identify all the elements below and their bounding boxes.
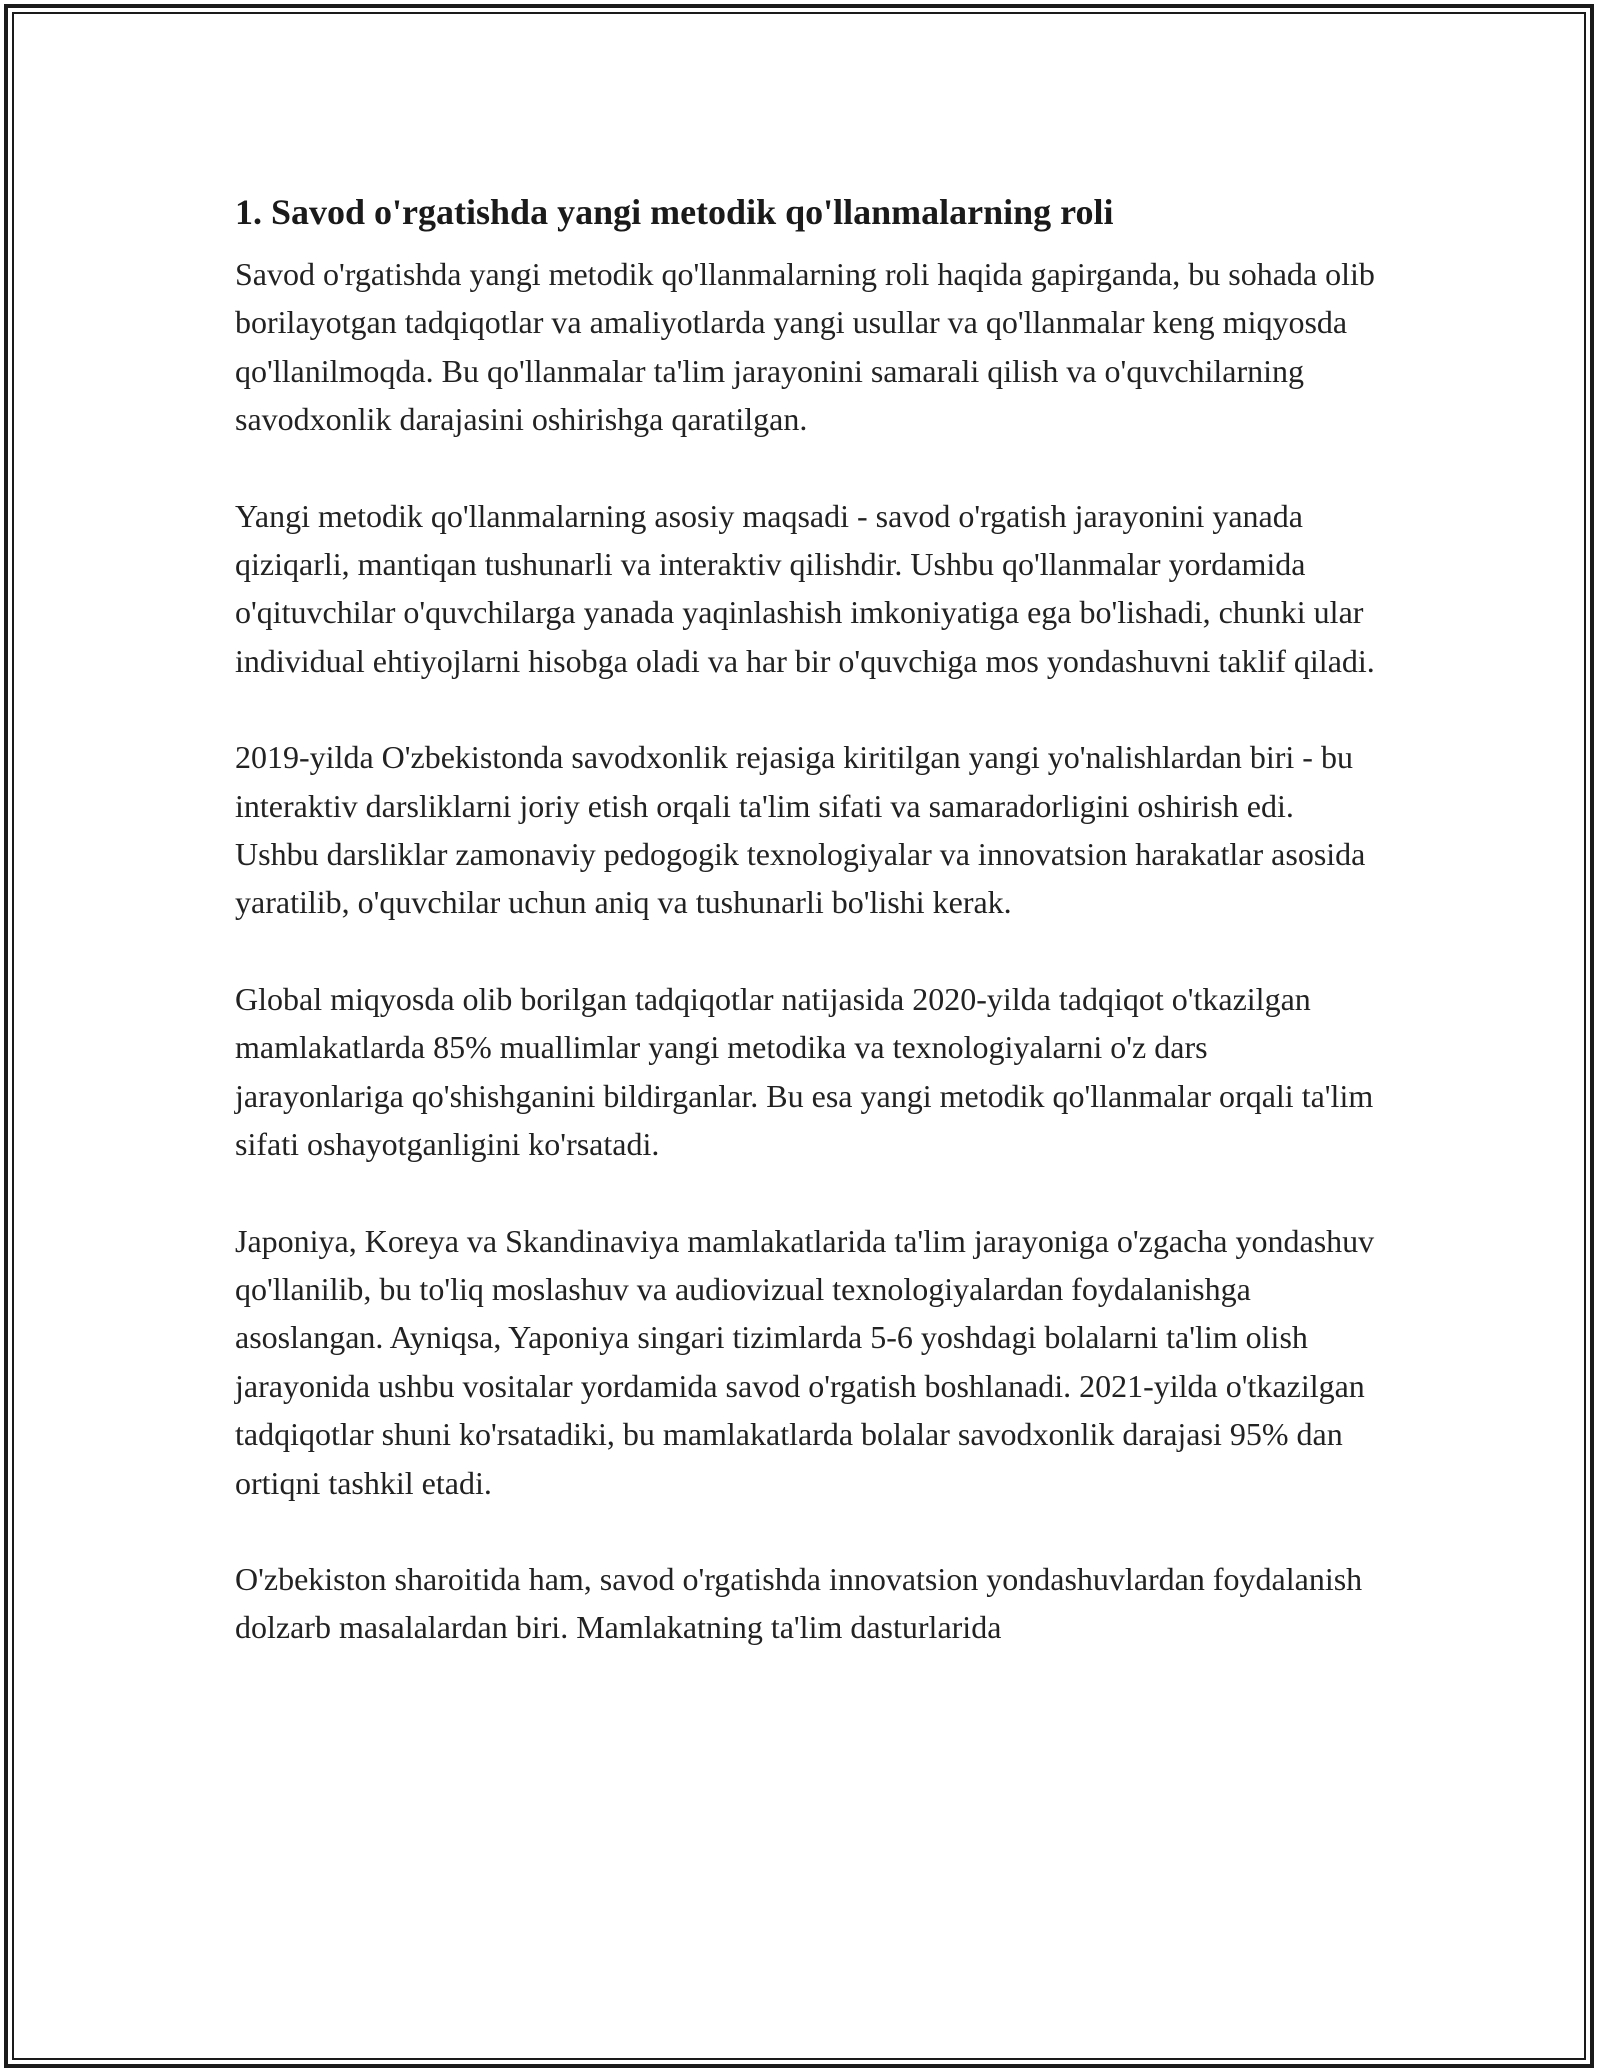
paragraph-4: Global miqyosda olib borilgan tadqiqotlar natijasida 2020-yilda tadqiqot o'tkazilgan mamlakatlarda 85% muallimlar yangi metodika va texnologiyalarni o'z dars jarayonlariga qo'shishganini bildirganlar. Bu esa yangi metodik qo'llanmalar orqali ta'lim sifati oshayotganligini ko'rsatadi. [235, 980, 1374, 1163]
paragraph-3: 2019-yilda O'zbekistonda savodxonlik rejasiga kiritilgan yangi yo'nalishlardan biri - bu interaktiv darsliklarni joriy etish orqali ta'lim sifati va samaradorligini oshirish edi. Ushbu darsliklar zamonaviy pedogogik texnologiyalar va innovatsion harakatlar asosida yaratilib, o'quvchilar uchun aniq va tushunarli bo'lishi kerak. [235, 739, 1366, 921]
document-body [235, 188, 1375, 1700]
paragraph-2: Yangi metodik qo'llanmalarning asosiy maqsadi - savod o'rgatish jarayonini yanada qiziqarli, mantiqan tushunarli va interaktiv qilishdir. Ushbu qo'llanmalar yordamida o'qituvchilar o'quvchilarga yanada yaqinlashish imkoniyatiga ega bo'lishadi, chunki ular individual ehtiyojlarni hisobga oladi va har bir o'quvchiga mos yondashuvni taklif qiladi. [235, 497, 1375, 679]
section-heading: 1. Savod o'rgatishda yangi metodik qo'llanmalarning roli [235, 192, 1114, 232]
paragraph-1: Savod o'rgatishda yangi metodik qo'llanmalarning roli haqida gapirganda, bu sohada olib borilayotgan tadqiqotlar va amaliyotlarda yangi usullar va qo'llanmalar keng miqyosda qo'llanilmoqda. Bu qo'llanmalar ta'lim jarayonini samarali qilish va o'quvchilarning savodxonlik darajasini oshirishga qaratilgan. [235, 256, 1375, 438]
paragraph-6: O'zbekiston sharoitida ham, savod o'rgatishda innovatsion yondashuvlardan foydalanish dolzarb masalalardan biri. Mamlakatning ta'lim dasturlarida [235, 1560, 1363, 1646]
paragraph-5: Japoniya, Koreya va Skandinaviya mamlakatlarida ta'lim jarayoniga o'zgacha yondashuv qo'llanilib, bu to'liq moslashuv va audiovizual texnologiyalardan foydalanishga asoslangan. Ayniqsa, Yaponiya singari tizimlarda 5-6 yoshdagi bolalarni ta'lim olish jarayonida ushbu vositalar yordamida savod o'rgatish boshlanadi. 2021-yilda o'tkazilgan tadqiqotlar shuni ko'rsatadiki, bu mamlakatlarda bolalar savodxonlik darajasi 95% dan ortiqni tashkil etadi. [235, 1222, 1375, 1501]
